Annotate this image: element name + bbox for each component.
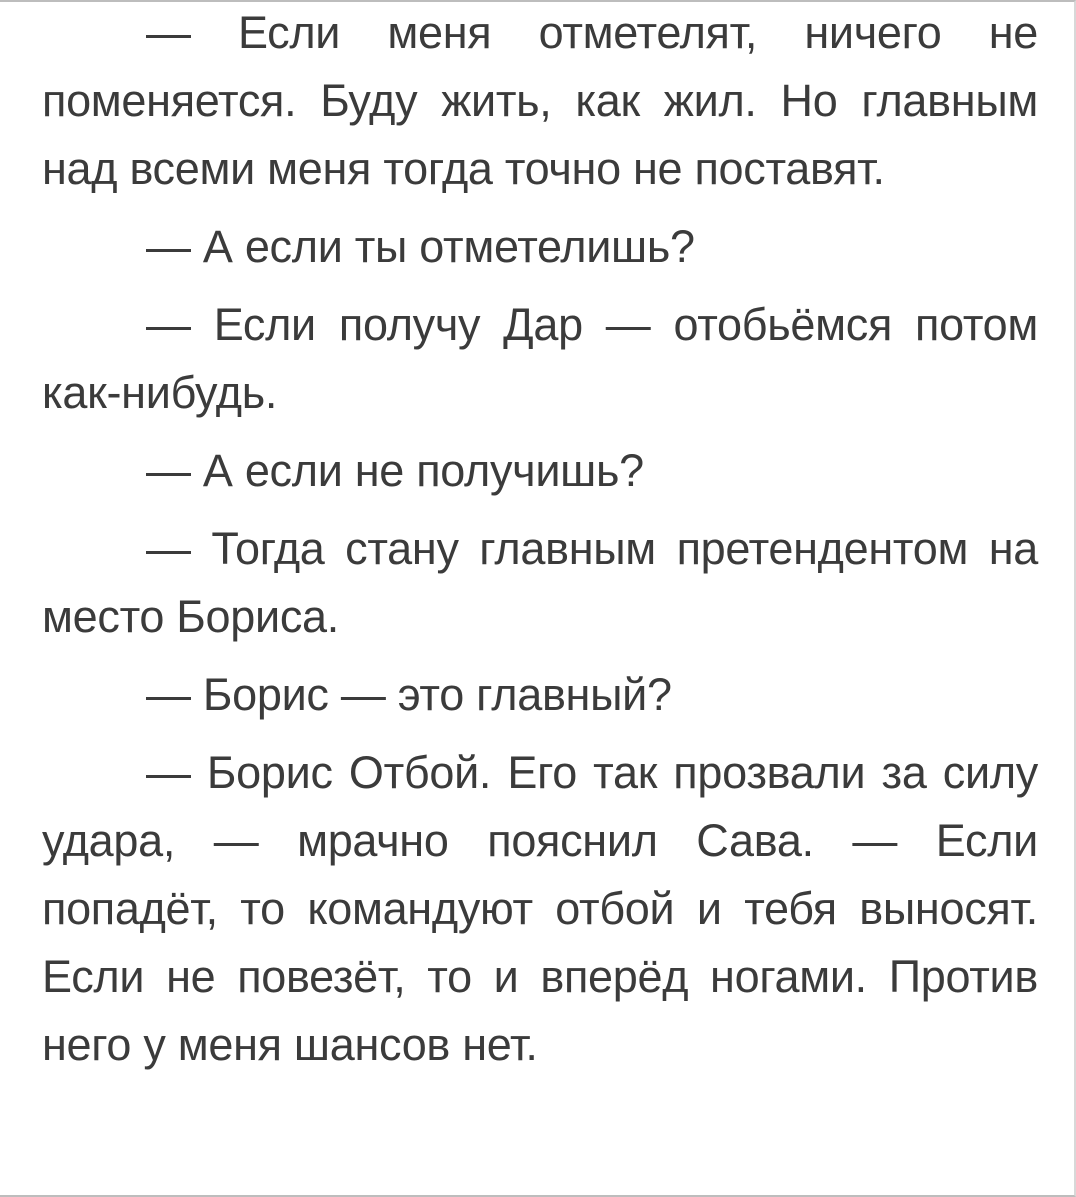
paragraph-3: — Если получу Дар — отобьёмся потом как-нибудь. — [42, 299, 1038, 418]
paragraph-6: — Борис — это главный? — [146, 669, 672, 720]
paragraph-2: — А если ты отметелишь? — [146, 221, 695, 272]
paragraph-5: — Тогда стану главным претендентом на место Бориса. — [42, 523, 1038, 642]
book-text — [42, 0, 1038, 1089]
paragraph-7: — Борис Отбой. Его так прозвали за силу удара, — мрачно пояснил Сава. — Если попадёт, то командуют отбой и тебя выносят. Если не повезёт, то и вперёд ногами. Против него у меня шансов нет. — [42, 747, 1038, 1070]
paragraph-4: — А если не получишь? — [146, 445, 644, 496]
paragraph-1: — Если меня отметелят, ничего не поменяется. Буду жить, как жил. Но главным над всеми меня тогда точно не поставят. — [42, 7, 1038, 194]
